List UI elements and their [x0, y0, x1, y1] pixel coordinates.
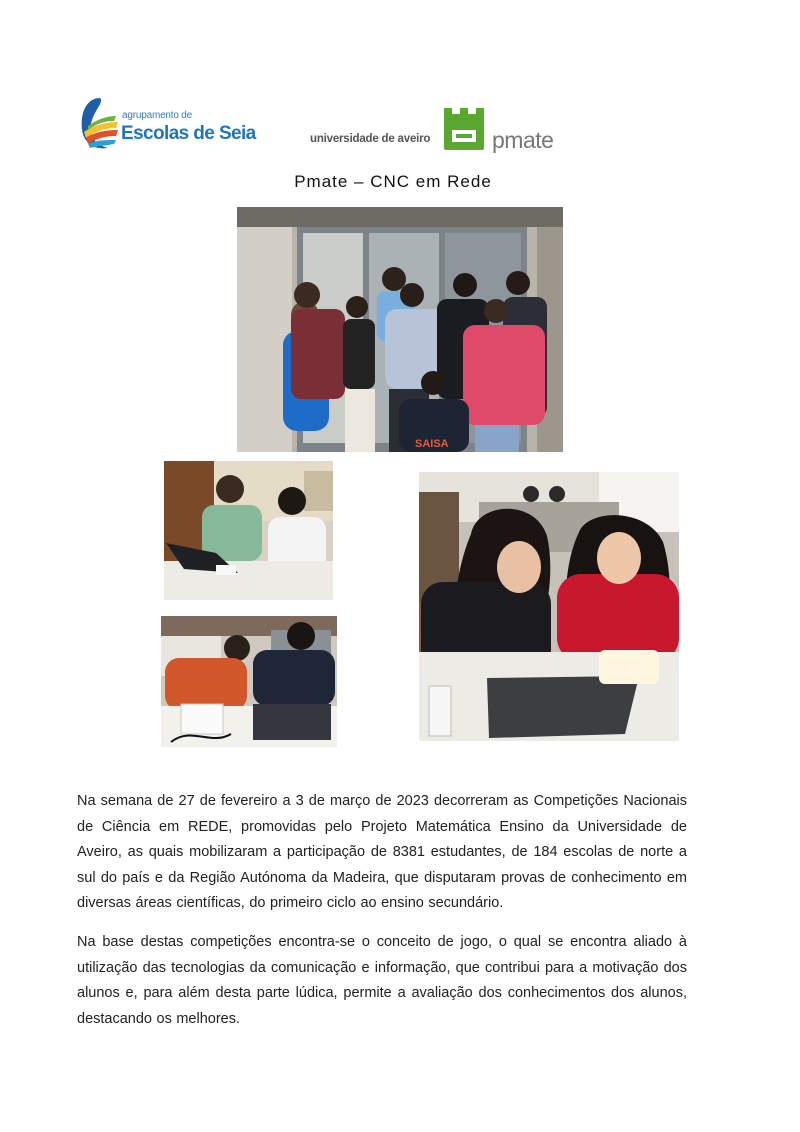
- university-name: universidade de aveiro: [310, 133, 431, 145]
- paragraph-1: Na semana de 27 de fevereiro a 3 de março de 2023 decorreram as Competições Nacionais de Ciência em REDE, promovidas pelo Projeto Matemática Ensino da Universidade de Aveiro, as quais mobilizaram a participação de 8381 estudantes, de 184 escolas de norte a sul do país e da Região Autónoma da Madeira, que disputaram provas de conhecimento em diversas áreas científicas, do primeiro ciclo ao ensino secundário.: [77, 793, 687, 911]
- shirt-text: SAISA: [415, 438, 449, 450]
- girls-laptop-photo: [419, 472, 679, 741]
- school-name-small: agrupamento de: [122, 110, 193, 121]
- university-emblem-icon: [442, 108, 486, 152]
- students-writing-photo: [161, 616, 337, 747]
- paragraph-2: Na base destas competições encontra-se o conceito de jogo, o qual se encontra aliado à utilização das tecnologias da comunicação e informação, que contribui para a motivação dos alunos e, para além desta parte lúdica, permite a avaliação dos conhecimentos dos alunos, destacando os melhores.: [77, 934, 687, 1027]
- school-emblem-icon: [78, 96, 122, 152]
- group-photo: [237, 207, 563, 452]
- school-name: Escolas de Seia: [121, 123, 256, 144]
- school-logo: [78, 96, 256, 152]
- university-logo: [308, 106, 568, 154]
- students-laptop-photo: [164, 461, 333, 600]
- page-title: Pmate – CNC em Rede: [294, 172, 492, 191]
- pmate-logo-text: pmate: [492, 127, 554, 153]
